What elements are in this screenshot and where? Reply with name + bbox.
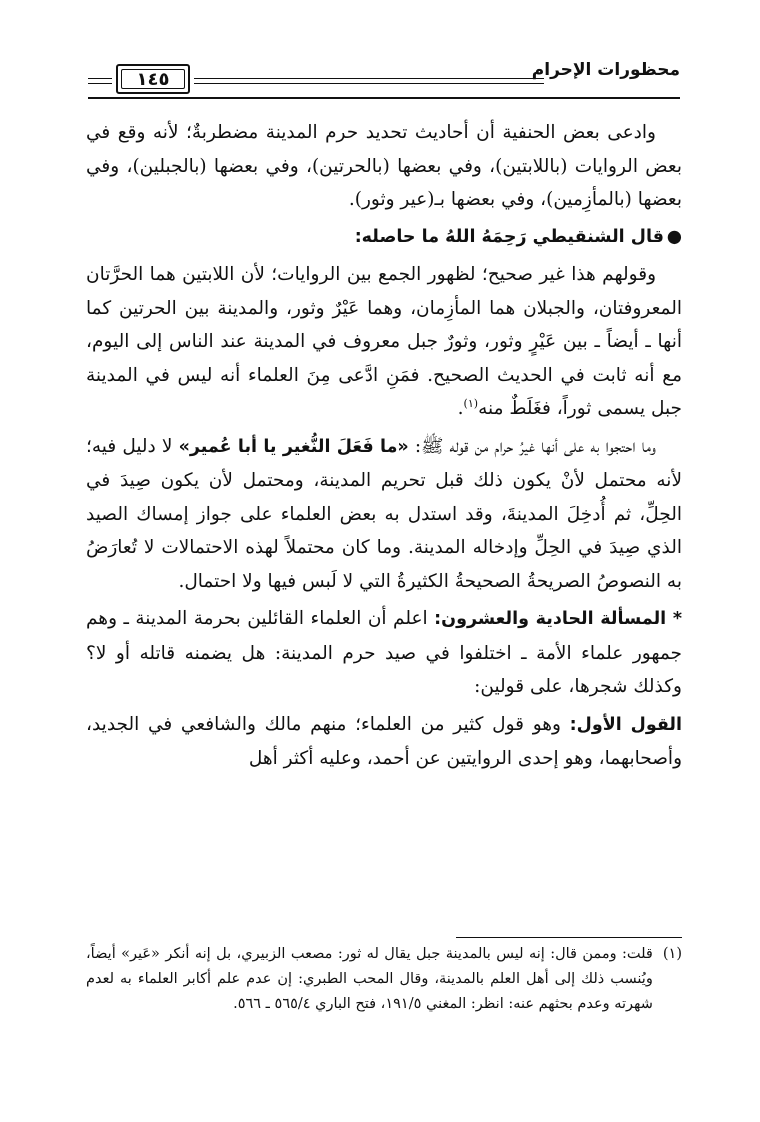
paragraph-4-text: اعلم أن العلماء القائلين بحرمة المدينة ـ وهم جمهور علماء الأمة ـ اختلفوا في صيد حرم المدينة: هل يضمنه قاتله أو لا؟ وكذلك شجرها، على قولين:	[86, 608, 682, 697]
header-rule-right	[194, 78, 544, 84]
paragraph-3	[86, 430, 682, 599]
paragraph-2-text: وقولهم هذا غير صحيح؛ لظهور الجمع بين الروايات؛ لأن اللابتين هما الحرَّتان المعروفتان، والجبلان هما المأزِمان، وهما عَيْرٌ وثور، والمدينة بين الحرتين كما أنها ـ أيضاً ـ بين عَيْرٍ وثور، وثورٌ جبل معروف في المدينة عند الناس إلى اليوم، مع أنه ثابت في الحديث الصحيح. فمَنِ ادَّعى مِنَ العلماء أنه ليس في المدينة جبل يسمى ثوراً، فغَلَطٌ منه	[86, 264, 682, 419]
page-number: ١٤٥	[136, 68, 170, 90]
issue-title: * المسألة الحادية والعشرون:	[434, 609, 683, 629]
paragraph-5	[86, 708, 682, 776]
paragraph-5-text: وهو قول كثير من العلماء؛ منهم مالك والشافعي في الجديد، وأصحابهما، وهو إحدى الروايتين عن أحمد، وعليه أكثر أهل	[86, 713, 682, 769]
paragraph-3-pre: وما احتجوا به على أنها غيرُ حرام من قوله ﷺ:	[408, 435, 656, 457]
header-rule-left	[88, 78, 112, 84]
main-text	[86, 116, 682, 780]
footnote-marker: (١)	[662, 946, 682, 962]
paragraph-3-post: لا دليل فيه؛ لأنه محتمل لأنْ يكون ذلك قبل تحريم المدينة، ومحتمل لأن يكون صِيدَ في الحِلِّ، ثم أُدخِلَ المدينةَ، وقد استدل به بعض العلماء على جواز إمساك الصيد الذي صِيدَ في الحِلِّ وإدخاله المدينة. وما كان محتملاً لهذه الاحتمالات لا تُعارَضُ به النصوصُ الصريحةُ الصحيحةُ الكثيرةُ التي لا لَبس فيها ولا احتمال.	[86, 435, 682, 592]
heading-text: قال الشنقيطي رَحِمَهُ اللهُ ما حاصله:	[354, 226, 664, 247]
page-number-frame	[116, 64, 190, 94]
footnote-reference: (١)	[463, 396, 479, 410]
paragraph-2: وقولهم هذا غير صحيح؛ لظهور الجمع بين الروايات؛ لأن اللابتين هما الحرَّتان المعروفتان، والجبلان هما المأزِمان، وهما عَيْرٌ وثور، والمدينة بين الحرتين كما أنها ـ أيضاً ـ بين عَيْرٍ وثور، وثورٌ جبل معروف في المدينة عند الناس إلى اليوم، مع أنه ثابت في الحديث الصحيح. فمَنِ ادَّعى مِنَ العلماء أنه ليس في المدينة جبل يسمى ثوراً، فغَلَطٌ منه$^{(١)}$.	[86, 264, 682, 419]
header-underline	[88, 97, 680, 99]
first-opinion-title: القول الأول:	[569, 714, 682, 735]
running-header	[88, 58, 680, 102]
section-heading	[86, 221, 682, 255]
paragraph-4	[86, 602, 682, 704]
footnote-separator	[456, 937, 682, 938]
running-title: محظورات الإحرام	[531, 60, 680, 80]
bullet-icon: ●	[666, 226, 682, 247]
footnote-text: قلت: وممن قال: إنه ليس بالمدينة جبل يقال له ثور: مصعب الزبيري، بل إنه أنكر «عَير» أيضاً، ويُنسب ذلك إلى أهل العلم بالمدينة، وقال المحب الطبري: إن عدم علم أكابر العلماء به لعدم شهرته وعدم بحثهم عنه: انظر: المغني ١٩١/٥، فتح الباري ٥٦٥/٤ ـ ٥٦٦.	[86, 946, 653, 1012]
footnote	[86, 942, 682, 1017]
hadith-quote: «ما فَعَلَ النُّغير يا أبا عُمير»	[178, 436, 409, 457]
paragraph-1: وادعى بعض الحنفية أن أحاديث تحديد حرم المدينة مضطربةٌ؛ لأنه وقع في بعض الروايات (باللابتين)، وفي بعضها (بالحرتين)، وفي بعضها (بالجبلين)، وفي بعضها (بالمأزِمين)، وفي بعضها بـ(عير وثور).	[86, 122, 682, 210]
